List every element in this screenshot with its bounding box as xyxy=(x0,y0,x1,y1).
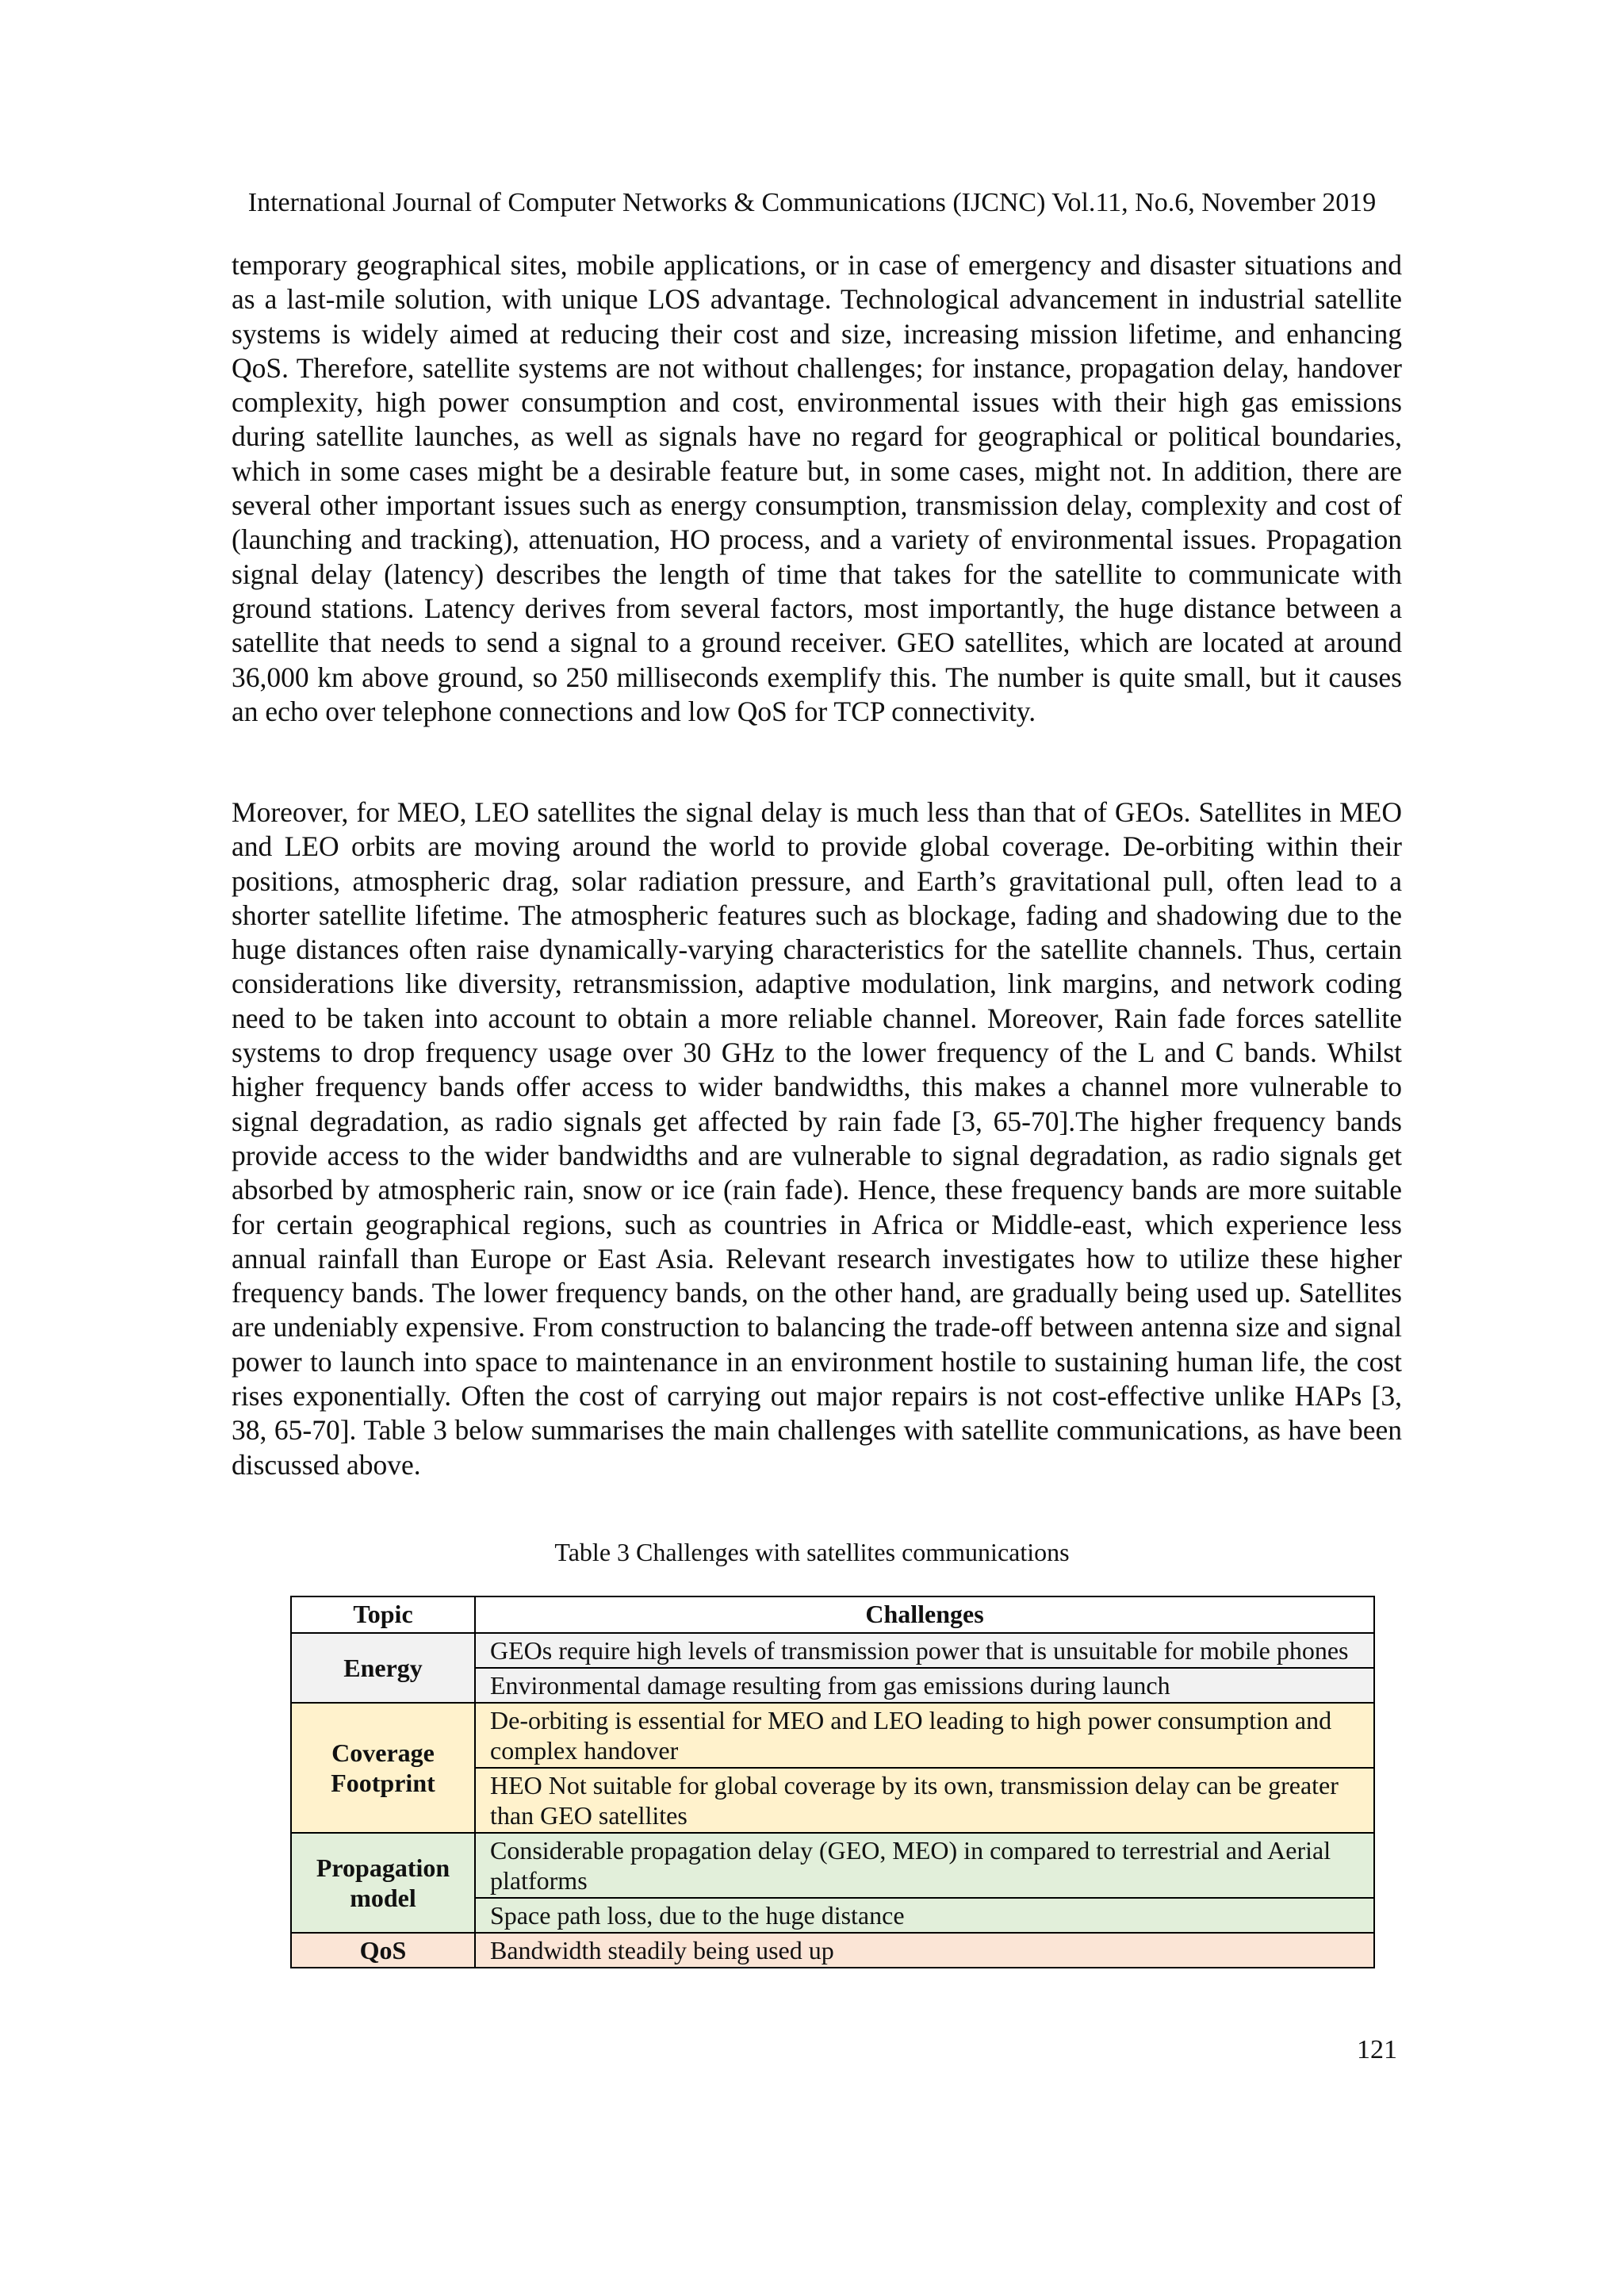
topic-cell-qos: QoS xyxy=(291,1933,475,1968)
body-paragraph-2 xyxy=(232,795,1402,1482)
table-row xyxy=(291,1703,1374,1768)
table-row xyxy=(291,1933,1374,1968)
page-number: 121 xyxy=(1357,2035,1397,2064)
body-paragraph-1 xyxy=(232,248,1402,729)
challenge-cell: Space path loss, due to the huge distance xyxy=(475,1898,1374,1933)
paragraph-text: Moreover, for MEO, LEO satellites the signal delay is much less than that of GEOs. Satellites in MEO and LEO orbits are moving around the world to provide global coverage. De-orbiting within their positions, atmospheric drag, solar radiation pressure, and Earth’s gravitational pull, often lead to a shorter satellite lifetime. The atmospheric features such as blockage, fading and shadowing due to the huge distances often raise dynamically-varying characteristics for the satellite channels. Thus, certain considerations like diversity, retransmission, adaptive modulation, link margins, and network coding need to be taken into account to obtain a more reliable channel. Moreover, Rain fade forces satellite systems to drop frequency usage over 30 GHz to the lower frequency of the L and C bands. Whilst higher frequency bands offer access to wider bandwidths, this makes a channel more vulnerable to signal degradation, as radio signals get affected by rain fade [3, 65-70].The higher frequency bands provide access to the wider bandwidths and are vulnerable to signal degradation, as radio signals get absorbed by atmospheric rain, snow or ice (rain fade). Hence, these frequency bands are more suitable for certain geographical regions, such as countries in Africa or Middle-east, which experience less annual rainfall than Europe or East Asia. Relevant research investigates how to utilize these higher frequency bands. The lower frequency bands, on the other hand, are gradually being used up. Satellites are undeniably expensive. From construction to balancing the trade-off between antenna size and signal power to launch into space to maintenance in an environment hostile to sustaining human life, the cost rises exponentially. Often the cost of carrying out major repairs is not cost-effective unlike HAPs [3, 38, 65-70]. Table 3 below summarises the main challenges with satellite communications, as have been discussed above. xyxy=(232,796,1402,1481)
challenge-cell: Bandwidth steadily being used up xyxy=(475,1933,1374,1968)
challenges-table xyxy=(290,1596,1375,1968)
table-row xyxy=(291,1633,1374,1668)
table-header-row xyxy=(291,1596,1374,1633)
paragraph-text: temporary geographical sites, mobile applications, or in case of emergency and disaster situations and as a last-mile solution, with unique LOS advantage. Technological advancement in industrial satellite systems is widely aimed at reducing their cost and size, increasing mission lifetime, and enhancing QoS. Therefore, satellite systems are not without challenges; for instance, propagation delay, handover complexity, high power consumption and cost, environmental issues with their high gas emissions during satellite launches, as well as signals have no regard for geographical or political boundaries, which in some cases might be a desirable feature but, in some cases, might not. In addition, there are several other important issues such as energy consumption, transmission delay, complexity and cost of (launching and tracking), attenuation, HO process, and a variety of environmental issues. Propagation signal delay (latency) describes the length of time that takes for the satellite to communicate with ground stations. Latency derives from several factors, most importantly, the huge distance between a satellite that needs to send a signal to a ground receiver. GEO satellites, which are located at around 36,000 km above ground, so 250 milliseconds exemplify this. The number is quite small, but it causes an echo over telephone connections and low QoS for TCP connectivity. xyxy=(232,249,1402,727)
challenge-cell: GEOs require high levels of transmission power that is unsuitable for mobile phones xyxy=(475,1633,1374,1668)
column-header-challenges: Challenges xyxy=(475,1596,1374,1633)
challenge-cell: Considerable propagation delay (GEO, MEO) in compared to terrestrial and Aerial platforms xyxy=(475,1833,1374,1898)
topic-cell-coverage: Coverage Footprint xyxy=(291,1703,475,1833)
table-row xyxy=(291,1833,1374,1898)
topic-cell-propagation: Propagation model xyxy=(291,1833,475,1933)
challenge-cell: Environmental damage resulting from gas emissions during launch xyxy=(475,1668,1374,1703)
journal-header: International Journal of Computer Networks & Communications (IJCNC) Vol.11, No.6, November 2019 xyxy=(247,188,1377,217)
challenge-cell: De-orbiting is essential for MEO and LEO leading to high power consumption and complex handover xyxy=(475,1703,1374,1768)
table-caption: Table 3 Challenges with satellites communications xyxy=(554,1538,1070,1566)
column-header-topic: Topic xyxy=(291,1596,475,1633)
topic-cell-energy: Energy xyxy=(291,1633,475,1703)
challenge-cell: HEO Not suitable for global coverage by its own, transmission delay can be greater than GEO satellites xyxy=(475,1768,1374,1833)
